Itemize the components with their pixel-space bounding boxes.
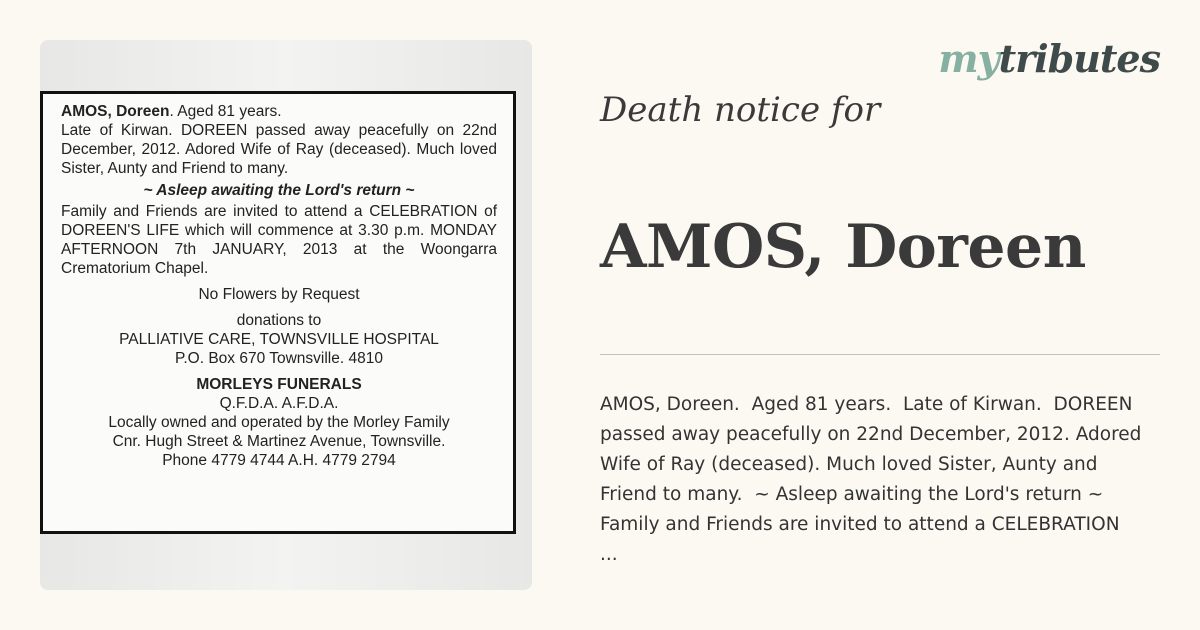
notice-body-1: Late of Kirwan. DOREEN passed away peacefully on 22nd December, 2012. Adored Wife of Ray (deceased). Much loved Sister, Aunty and Friend to many. (61, 122, 497, 177)
logo-tributes: tributes (998, 36, 1160, 81)
notice-donations: donations to (236, 312, 322, 329)
notice-verse: ~ Asleep awaiting the Lord's return ~ (143, 182, 415, 199)
notice-phone: Phone 4779 4744 A.H. 4779 2794 (162, 452, 396, 469)
notice-charity: PALLIATIVE CARE, TOWNSVILLE HOSPITAL (119, 331, 439, 348)
divider (600, 354, 1160, 355)
death-notice-image (40, 40, 532, 590)
mytributes-logo[interactable] (938, 36, 1160, 81)
notice-po-box: P.O. Box 670 Townsville. 4810 (175, 350, 383, 367)
notice-no-flowers: No Flowers by Request (198, 286, 360, 303)
logo-my: my (938, 36, 999, 81)
notice-lead (61, 102, 497, 121)
notice-lead-rest: . Aged 81 years. (169, 103, 282, 120)
notice-funeral-home: MORLEYS FUNERALS (196, 376, 362, 393)
deceased-name: AMOS, Doreen (600, 212, 1086, 282)
page-subtitle: Death notice for (600, 90, 881, 130)
notice-excerpt: AMOS, Doreen. Aged 81 years. Late of Kirwan. DOREEN passed away peacefully on 22nd December, 2012. Adored Wife of Ray (deceased). Much loved Sister, Aunty and Friend to many. ~ Asleep awaiting the Lord's return ~ Family and Friends are invited to attend a CELEBRATION ... (600, 394, 1142, 565)
notice-body-2: Family and Friends are invited to attend a CELEBRATION of DOREEN'S LIFE which will commence at 3.30 p.m. MONDAY AFTERNOON 7th JANUARY, 2013 at the Woongarra Crematorium Chapel. (61, 203, 497, 277)
newspaper-clipping (40, 91, 516, 534)
notice-accreditation: Q.F.D.A. A.F.D.A. (219, 395, 339, 412)
notice-owned: Locally owned and operated by the Morley Family (108, 414, 450, 431)
notice-lead-name: AMOS, Doreen (61, 103, 170, 120)
notice-address: Cnr. Hugh Street & Martinez Avenue, Townsville. (112, 433, 446, 450)
